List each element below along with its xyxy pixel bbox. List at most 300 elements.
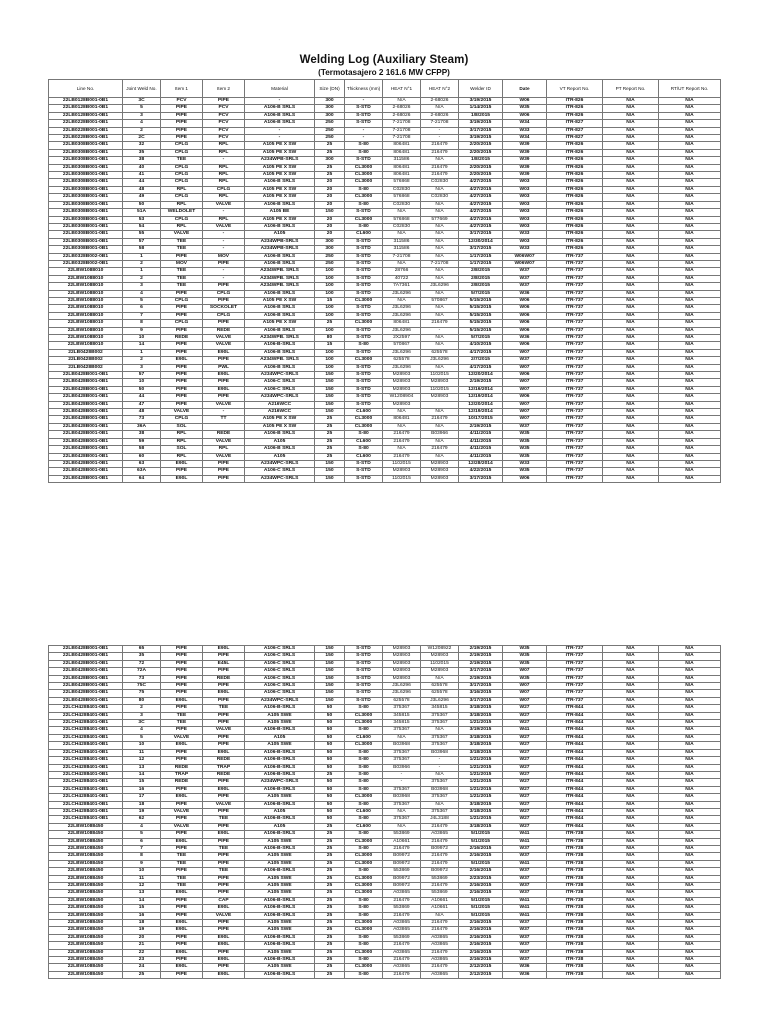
cell-line-no: 22LBW1088450 (49, 845, 123, 852)
cell-joint-weld-no: 15 (123, 905, 161, 912)
cell-thickness: S-STD (345, 668, 383, 675)
cell-item1: PIPE (161, 845, 203, 852)
cell-size: 25 (315, 912, 345, 919)
cell-item2: E90L (203, 349, 245, 356)
cell-vt: ITR-737 (547, 305, 603, 312)
cell-thickness: CL3000 (345, 416, 383, 423)
cell-welder-id: W27 (503, 712, 547, 719)
cell-pt: N/A (603, 164, 659, 171)
header-item1: Item 1 (161, 80, 203, 98)
cell-welder-id: W35 (503, 675, 547, 682)
cell-size: 150 (315, 460, 345, 467)
cell-size: 25 (315, 446, 345, 453)
cell-heat2: N/A (421, 675, 459, 682)
cell-heat2: N/A (421, 305, 459, 312)
cell-line-no: 22LBW1088450 (49, 838, 123, 845)
cell-vt: ITR-737 (547, 683, 603, 690)
table-row (49, 201, 721, 208)
cell-vt: ITR-737 (547, 423, 603, 430)
cell-rtut: N/A (659, 446, 721, 453)
cell-date: 2/8/2015 (459, 283, 503, 290)
cell-item2: E90L (203, 786, 245, 793)
cell-rtut: N/A (659, 934, 721, 941)
cell-item2: CPLG (203, 312, 245, 319)
cell-item1: CPLG (161, 179, 203, 186)
table-row (49, 942, 721, 949)
cell-line-no: 22LB0428B001-0B1 (49, 697, 123, 704)
cell-pt: N/A (603, 409, 659, 416)
cell-material: A106-B-SRLS (245, 757, 315, 764)
cell-pt: N/A (603, 379, 659, 386)
cell-thickness: S-80 (345, 749, 383, 756)
cell-heat1: 375367 (383, 801, 421, 808)
cell-line-no: 22LB0308B001-0B1 (49, 157, 123, 164)
cell-line-no: 22LB0428B001-0B1 (49, 438, 123, 445)
cell-thickness: S-STD (345, 312, 383, 319)
cell-material: A105 PE X SW (245, 194, 315, 201)
cell-pt: N/A (603, 320, 659, 327)
cell-welder-id: W03 (503, 201, 547, 208)
cell-item2: - (203, 275, 245, 282)
cell-size: 25 (315, 949, 345, 956)
cell-heat1: J3L6296 (383, 364, 421, 371)
cell-material: A234WPC-SRLS (245, 475, 315, 482)
table-row (49, 209, 721, 216)
cell-pt: N/A (603, 186, 659, 193)
cell-heat1: 625578 (383, 697, 421, 704)
cell-line-no: 22LB0428B002 (49, 357, 123, 364)
cell-material: A106-C SRLS (245, 386, 315, 393)
cell-date: 2/19/2015 (459, 660, 503, 667)
cell-rtut: N/A (659, 386, 721, 393)
cell-heat1: C02830 (383, 186, 421, 193)
cell-pt: N/A (603, 808, 659, 815)
cell-heat2: 216479 (421, 883, 459, 890)
cell-item1: PIPE (161, 372, 203, 379)
cell-item2: PIPE (203, 794, 245, 801)
cell-heat2: M28903 (421, 460, 459, 467)
cell-vt: ITR-844 (547, 734, 603, 741)
cell-vt: ITR-737 (547, 364, 603, 371)
cell-heat2: 216479 (421, 823, 459, 830)
cell-rtut: N/A (659, 890, 721, 897)
cell-welder-id: W07 (503, 379, 547, 386)
cell-heat1: 806481 (383, 172, 421, 179)
cell-vt: ITR-737 (547, 438, 603, 445)
cell-material: A106-B-SRLS (245, 957, 315, 964)
cell-heat2: M28903 (421, 475, 459, 482)
cell-item1: PIPE (161, 394, 203, 401)
table-row (49, 423, 721, 430)
cell-line-no: 22LB0128B001-0B1 (49, 98, 123, 105)
cell-heat2: N/A (421, 312, 459, 319)
cell-joint-weld-no: 10 (123, 742, 161, 749)
cell-heat1: N/A (383, 409, 421, 416)
table-row (49, 164, 721, 171)
cell-rtut: N/A (659, 764, 721, 771)
cell-date: 3/19/2015 (459, 98, 503, 105)
cell-size: 250 (315, 253, 345, 260)
cell-heat2: N/A (421, 335, 459, 342)
cell-thickness: S-STD (345, 401, 383, 408)
cell-heat2: A10661 (421, 897, 459, 904)
cell-vt: ITR-737 (547, 312, 603, 319)
cell-item1: CPLG (161, 416, 203, 423)
cell-heat2: A03865 (421, 957, 459, 964)
cell-vt: ITR-826 (547, 231, 603, 238)
cell-material: A234WPC-SRLS (245, 779, 315, 786)
cell-date: 3/19/2015 (459, 727, 503, 734)
cell-item2: PIPE (203, 357, 245, 364)
cell-heat2: 7-21708 (421, 260, 459, 267)
cell-pt: N/A (603, 897, 659, 904)
cell-joint-weld-no: 65 (123, 646, 161, 653)
cell-item1: RPL (161, 453, 203, 460)
cell-vt: ITR-844 (547, 742, 603, 749)
cell-item2: PIPE (203, 683, 245, 690)
cell-item1: SOL (161, 446, 203, 453)
table-row (49, 105, 721, 112)
cell-material: A105 (245, 453, 315, 460)
cell-pt: N/A (603, 905, 659, 912)
header-line-no: Line No. (49, 80, 123, 98)
cell-heat1: 553869 (383, 868, 421, 875)
cell-line-no: 22LCH4288401-0B1 (49, 779, 123, 786)
cell-thickness: CL3000 (345, 853, 383, 860)
cell-item1: E90L (161, 927, 203, 934)
cell-line-no: 22LBW1088450 (49, 831, 123, 838)
cell-size: 150 (315, 697, 345, 704)
cell-line-no: 22LB0308B001-0B1 (49, 194, 123, 201)
cell-joint-weld-no: 14 (123, 342, 161, 349)
header-size: Size (DN) (315, 80, 345, 98)
cell-item1: CPLG (161, 172, 203, 179)
cell-item2: SOCKOLET (203, 305, 245, 312)
table-row (49, 172, 721, 179)
cell-date: 3/17/2015 (459, 127, 503, 134)
cell-vt: ITR-738 (547, 912, 603, 919)
cell-heat1: 375367 (383, 816, 421, 823)
cell-joint-weld-no: 2 (123, 705, 161, 712)
cell-material: A105 (245, 823, 315, 830)
cell-pt: N/A (603, 868, 659, 875)
cell-size: 25 (315, 875, 345, 882)
cell-joint-weld-no: 72 (123, 660, 161, 667)
cell-pt: N/A (603, 431, 659, 438)
cell-joint-weld-no: 2C (123, 135, 161, 142)
cell-welder-id: W37 (503, 845, 547, 852)
cell-line-no: 22LCH4288401-0B1 (49, 720, 123, 727)
cell-vt: ITR-826 (547, 186, 603, 193)
table-row (49, 675, 721, 682)
cell-material: A106-B-SRLS (245, 342, 315, 349)
cell-vt: ITR-738 (547, 905, 603, 912)
cell-item1: TEE (161, 875, 203, 882)
cell-joint-weld-no: 44 (123, 179, 161, 186)
cell-material: A106-B SRLS (245, 260, 315, 267)
cell-welder-id: W27 (503, 764, 547, 771)
cell-item2: VALVE (203, 801, 245, 808)
cell-thickness: S-STD (345, 646, 383, 653)
cell-joint-weld-no: 75C (123, 683, 161, 690)
table-row (49, 742, 721, 749)
cell-welder-id: W35 (503, 105, 547, 112)
cell-item1: REDE (161, 335, 203, 342)
cell-material: A105 (245, 231, 315, 238)
cell-thickness: S-STD (345, 260, 383, 267)
cell-welder-id: W27 (503, 816, 547, 823)
cell-material: A106-B SRLS (245, 312, 315, 319)
cell-line-no: 22LB0428B001-0B1 (49, 460, 123, 467)
cell-material: A105 SWE (245, 875, 315, 882)
cell-item1: TEE (161, 712, 203, 719)
cell-pt: N/A (603, 127, 659, 134)
cell-item2: MOV (203, 253, 245, 260)
cell-welder-id: W37 (503, 275, 547, 282)
cell-line-no: 22LBW1088010 (49, 312, 123, 319)
cell-vt: ITR-737 (547, 431, 603, 438)
cell-vt: ITR-738 (547, 868, 603, 875)
cell-thickness: CL3000 (345, 742, 383, 749)
cell-item1: PIPE (161, 757, 203, 764)
cell-vt: ITR-737 (547, 297, 603, 304)
table-row (49, 971, 721, 978)
table-row (49, 179, 721, 186)
cell-date: 5/15/2015 (459, 320, 503, 327)
cell-joint-weld-no: 50 (123, 386, 161, 393)
cell-date: 2/19/2015 (459, 675, 503, 682)
cell-date: 4/27/2015 (459, 223, 503, 230)
table-row (49, 786, 721, 793)
cell-material: A105 SWE (245, 794, 315, 801)
cell-heat2: 1102015 (421, 660, 459, 667)
cell-line-no: 22LB0428B001-0B1 (49, 409, 123, 416)
cell-vt: ITR-826 (547, 223, 603, 230)
cell-joint-weld-no: 59 (123, 438, 161, 445)
cell-joint-weld-no: 2 (123, 357, 161, 364)
cell-thickness: S-80 (345, 705, 383, 712)
cell-pt: N/A (603, 297, 659, 304)
cell-item2: PIPE (203, 927, 245, 934)
cell-line-no: 22LBW1088450 (49, 934, 123, 941)
cell-joint-weld-no: 5 (123, 831, 161, 838)
cell-line-no: 22LCH4288401-0B1 (49, 794, 123, 801)
cell-heat2: 375367 (421, 734, 459, 741)
cell-size: 150 (315, 683, 345, 690)
cell-size: 150 (315, 379, 345, 386)
cell-item2: TT (203, 416, 245, 423)
cell-joint-weld-no: 17 (123, 794, 161, 801)
cell-line-no: 22LB0308B001-0B1 (49, 231, 123, 238)
cell-heat1: J3L6296 (383, 683, 421, 690)
cell-joint-weld-no: 18 (123, 801, 161, 808)
cell-line-no: 22LB0228B001-0B1 (49, 120, 123, 127)
cell-item2: VALVE (203, 453, 245, 460)
cell-item2: PIPE (203, 742, 245, 749)
cell-heat2: 216479 (421, 416, 459, 423)
cell-welder-id: W27 (503, 771, 547, 778)
cell-heat1: - (383, 779, 421, 786)
cell-item1: PIPE (161, 786, 203, 793)
table-row (49, 431, 721, 438)
table-row (49, 283, 721, 290)
cell-heat1: M28903 (383, 372, 421, 379)
cell-line-no: 22LBW1088010 (49, 275, 123, 282)
cell-pt: N/A (603, 942, 659, 949)
cell-size: 150 (315, 394, 345, 401)
cell-size: 25 (315, 423, 345, 430)
table-row (49, 446, 721, 453)
cell-vt: ITR-826 (547, 105, 603, 112)
cell-vt: ITR-737 (547, 453, 603, 460)
cell-pt: N/A (603, 335, 659, 342)
cell-heat2: N/A (421, 438, 459, 445)
cell-date: 5/7/2015 (459, 335, 503, 342)
cell-heat1: A03865 (383, 920, 421, 927)
cell-joint-weld-no: 38 (123, 157, 161, 164)
cell-date: 2/19/2015 (459, 653, 503, 660)
cell-size: 25 (315, 453, 345, 460)
cell-welder-id: W03 (503, 179, 547, 186)
cell-item2: PIPE (203, 875, 245, 882)
cell-item2: PIPE (203, 712, 245, 719)
cell-thickness: - (345, 135, 383, 142)
cell-pt: N/A (603, 216, 659, 223)
cell-joint-weld-no: 2 (123, 275, 161, 282)
cell-item2: PIPE (203, 98, 245, 105)
cell-pt: N/A (603, 683, 659, 690)
cell-line-no: 22LB0428B001-0B1 (49, 372, 123, 379)
cell-rtut: N/A (659, 823, 721, 830)
cell-item2: E90L (203, 386, 245, 393)
cell-joint-weld-no: 11 (123, 749, 161, 756)
cell-material: A106-B-SRLS (245, 831, 315, 838)
cell-heat2: 553869 (421, 890, 459, 897)
cell-date: 4/17/2015 (459, 364, 503, 371)
cell-rtut: N/A (659, 268, 721, 275)
cell-date: 3/18/2015 (459, 742, 503, 749)
table-row (49, 957, 721, 964)
cell-line-no: 22LBW1088450 (49, 964, 123, 971)
cell-joint-weld-no: 6 (123, 838, 161, 845)
cell-pt: N/A (603, 372, 659, 379)
cell-pt: N/A (603, 853, 659, 860)
cell-thickness: S-STD (345, 475, 383, 482)
cell-date: 3/17/2015 (459, 475, 503, 482)
cell-pt: N/A (603, 934, 659, 941)
cell-thickness: S-80 (345, 727, 383, 734)
cell-thickness: S-STD (345, 283, 383, 290)
cell-line-no: 22LCH4288401-0B1 (49, 742, 123, 749)
cell-size: 20 (315, 201, 345, 208)
cell-item2: RPL (203, 164, 245, 171)
cell-material: A106-B SRLS (245, 364, 315, 371)
cell-line-no: 22LCH4288401-0B1 (49, 727, 123, 734)
table-row (49, 720, 721, 727)
cell-thickness: CL3000 (345, 964, 383, 971)
cell-line-no: 22LBW1088450 (49, 905, 123, 912)
cell-pt: N/A (603, 401, 659, 408)
cell-joint-weld-no: 1 (123, 253, 161, 260)
cell-size: 20 (315, 194, 345, 201)
cell-rtut: N/A (659, 749, 721, 756)
cell-rtut: N/A (659, 201, 721, 208)
cell-vt: ITR-737 (547, 468, 603, 475)
cell-heat2: N/A (421, 223, 459, 230)
cell-item1: E90L (161, 920, 203, 927)
cell-rtut: N/A (659, 786, 721, 793)
cell-item1: E90L (161, 838, 203, 845)
cell-size: 50 (315, 720, 345, 727)
cell-item2: PWL (203, 364, 245, 371)
cell-thickness: S-STD (345, 238, 383, 245)
cell-vt: ITR-737 (547, 653, 603, 660)
cell-size: 250 (315, 127, 345, 134)
cell-rtut: N/A (659, 453, 721, 460)
cell-item2: E90L (203, 372, 245, 379)
cell-pt: N/A (603, 749, 659, 756)
cell-vt: ITR-844 (547, 808, 603, 815)
cell-date: 4/27/2015 (459, 209, 503, 216)
cell-item2: E90L (203, 646, 245, 653)
cell-thickness: CL600 (345, 453, 383, 460)
cell-welder-id: W27 (503, 749, 547, 756)
cell-rtut: N/A (659, 231, 721, 238)
cell-thickness: CL3000 (345, 320, 383, 327)
cell-line-no: 22LB0428B001-0B1 (49, 683, 123, 690)
cell-rtut: N/A (659, 105, 721, 112)
header-heat2: HEAT N°2 (421, 80, 459, 98)
cell-size: 25 (315, 771, 345, 778)
cell-pt: N/A (603, 275, 659, 282)
cell-heat2: N/A (421, 201, 459, 208)
cell-joint-weld-no: 3 (123, 283, 161, 290)
cell-joint-weld-no: 72A (123, 668, 161, 675)
cell-line-no: 22LBW1088450 (49, 883, 123, 890)
cell-rtut: N/A (659, 327, 721, 334)
cell-date: 12/19/2014 (459, 394, 503, 401)
cell-material: A106-B SRLS (245, 431, 315, 438)
cell-line-no: 22LB0308B001-0B1 (49, 172, 123, 179)
cell-size: 150 (315, 675, 345, 682)
cell-pt: N/A (603, 460, 659, 467)
cell-pt: N/A (603, 283, 659, 290)
cell-size: 50 (315, 727, 345, 734)
cell-material: A105 SWE (245, 720, 315, 727)
cell-heat1: 806481 (383, 149, 421, 156)
cell-joint-weld-no: 7 (123, 845, 161, 852)
cell-material: A105 PE X SW (245, 416, 315, 423)
cell-material: A234WPB-SRLS (245, 238, 315, 245)
cell-heat1: 216479 (383, 942, 421, 949)
table-row (49, 934, 721, 941)
cell-material: A105 PE X SW (245, 164, 315, 171)
cell-line-no: 22LBW1088010 (49, 327, 123, 334)
cell-date: 4/11/2015 (459, 431, 503, 438)
cell-item1: PIPE (161, 112, 203, 119)
cell-welder-id: W34 (503, 135, 547, 142)
cell-material: A234WPB. SRLS (245, 275, 315, 282)
cell-joint-weld-no: 4 (123, 120, 161, 127)
cell-welder-id: W41 (503, 897, 547, 904)
cell-pt: N/A (603, 179, 659, 186)
cell-date: 2/20/2015 (459, 142, 503, 149)
cell-line-no: 22LB0308B001-0B1 (49, 238, 123, 245)
table-row (49, 883, 721, 890)
cell-welder-id: W37 (503, 423, 547, 430)
cell-date: 2/8/2015 (459, 275, 503, 282)
cell-joint-weld-no: 3 (123, 364, 161, 371)
